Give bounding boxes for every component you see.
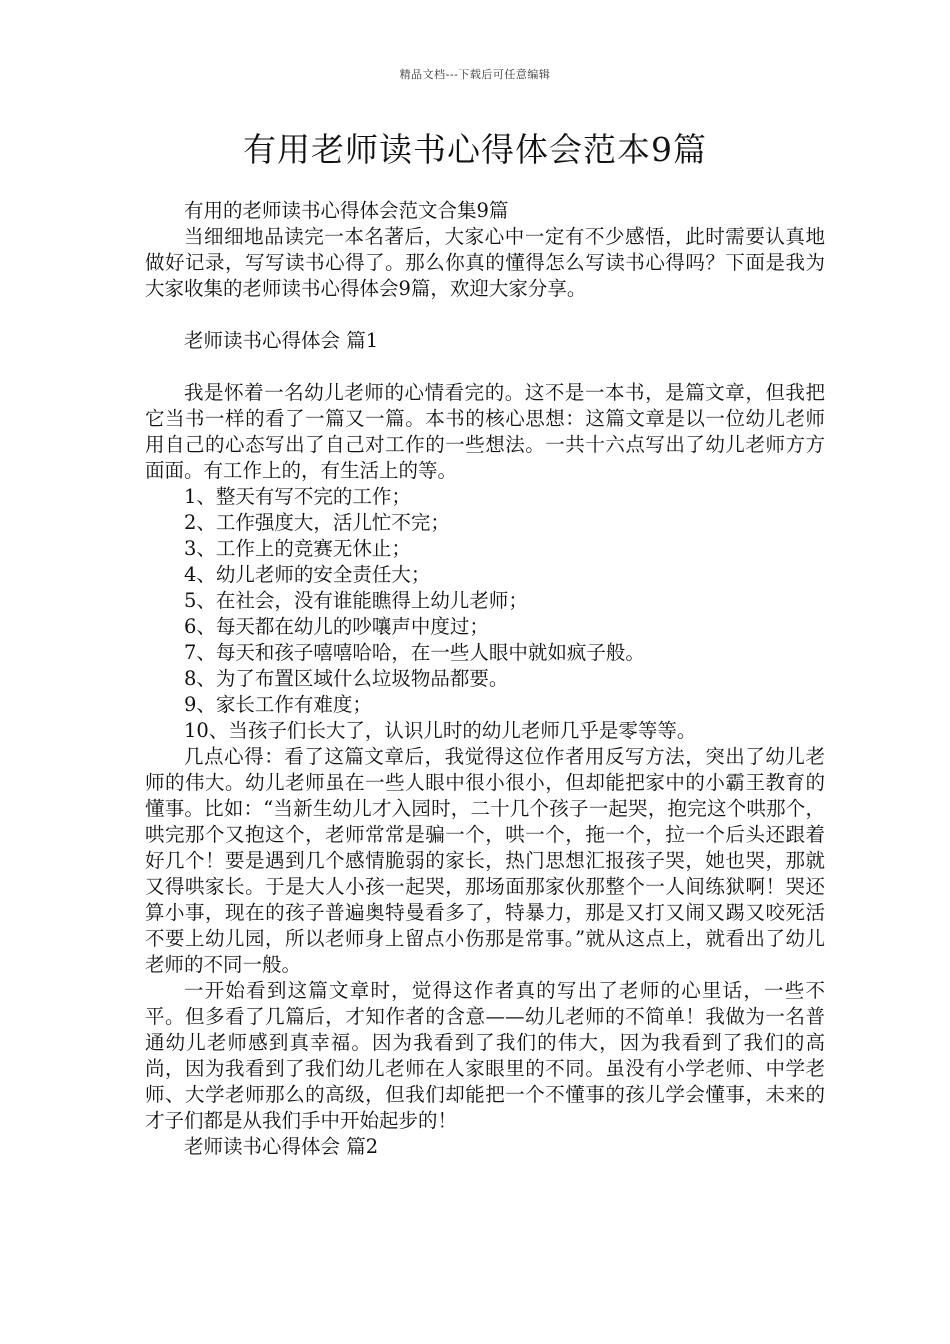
list-item: 3、工作上的竞赛无休止；: [184, 537, 411, 560]
spacer: [145, 354, 825, 380]
list-item: 5、在社会，没有谁能瞧得上幼儿老师；: [184, 589, 528, 612]
list-item: 6、每天都在幼儿的吵嚷声中度过；: [184, 615, 489, 638]
list-item: 7、每天和孩子嘻嘻哈哈，在一些人眼中就如疯子般。: [184, 641, 645, 664]
document-title: 有用老师读书心得体会范本9篇: [243, 130, 707, 169]
document-body: [145, 198, 825, 1160]
section1-paragraph-1: 我是怀着一名幼儿老师的心情看完的。这不是一本书，是篇文章，但我把它当书一样的看了一篇又一篇。本书的核心思想：这篇文章是以一位幼儿老师用自己的心态写出了自己对工作的一些想法。一共十六点写出了幼儿老师方方面面。有工作上的，有生活上的等。: [145, 381, 825, 482]
intro-paragraph: 当细细地品读完一本名著后，大家心中一定有不少感悟，此时需要认真地做好记录，写写读书心得了。那么你真的懂得怎么写读书心得吗？下面是我为大家收集的老师读书心得体会9篇，欢迎大家分享。: [145, 225, 825, 300]
list-item: 4、幼儿老师的安全责任大；: [184, 563, 431, 586]
list-item: 8、为了布置区域什么垃圾物品都要。: [184, 667, 509, 690]
list-item: 1、整天有写不完的工作；: [184, 485, 411, 508]
document-subtitle: 有用的老师读书心得体会范文合集9篇: [184, 199, 509, 222]
section1-paragraph-3: 一开始看到这篇文章时，觉得这作者真的写出了老师的心里话，一些不平。但多看了几篇后，才知作者的含意——幼儿老师的不简单！我做为一名普通幼儿老师感到真幸福。因为我看到了我们的伟大，因为我看到了我们的高尚，因为我看到了我们幼儿老师在人家眼里的不同。虽没有小学老师、中学老师、大学老师那么的高级，但我们却能把一个不懂事的孩儿学会懂事，未来的才子们都是从我们手中开始起步的！: [145, 979, 825, 1132]
list-item: 2、工作强度大，活儿忙不完；: [184, 511, 450, 534]
section1-paragraph-2: 几点心得：看了这篇文章后，我觉得这位作者用反写方法，突出了幼儿老师的伟大。幼儿老师虽在一些人眼中很小很小，但却能把家中的小霸王教育的懂事。比如：“当新生幼儿才入园时，二十几个孩子一起哭，抱完这个哄那个，哄完那个又抱这个，老师常常是骗一个，哄一个，拖一个，拉一个后头还跟着好几个！要是遇到几个感情脆弱的家长，热门思想汇报孩子哭，她也哭，那就又得哄家长。于是大人小孩一起哭，那场面那家伙那整个一人间练狱啊！哭还算小事，现在的孩子普遍奥特曼看多了，特暴力，那是又打又闹又踢又咬死活不要上幼儿园，所以老师身上留点小伤那是常事。”就从这点上，就看出了幼儿老师的不同一般。: [145, 745, 825, 976]
header-note: 精品文档---下载后可任意编辑: [399, 68, 551, 81]
section-heading-1: 老师读书心得体会 篇1: [184, 329, 379, 352]
list-item: 10、当孩子们长大了，认识儿时的幼儿老师几乎是零等等。: [184, 719, 697, 742]
section-heading-2: 老师读书心得体会 篇2: [184, 1135, 379, 1158]
list-item: 9、家长工作有难度；: [184, 693, 372, 716]
spacer: [145, 302, 825, 328]
